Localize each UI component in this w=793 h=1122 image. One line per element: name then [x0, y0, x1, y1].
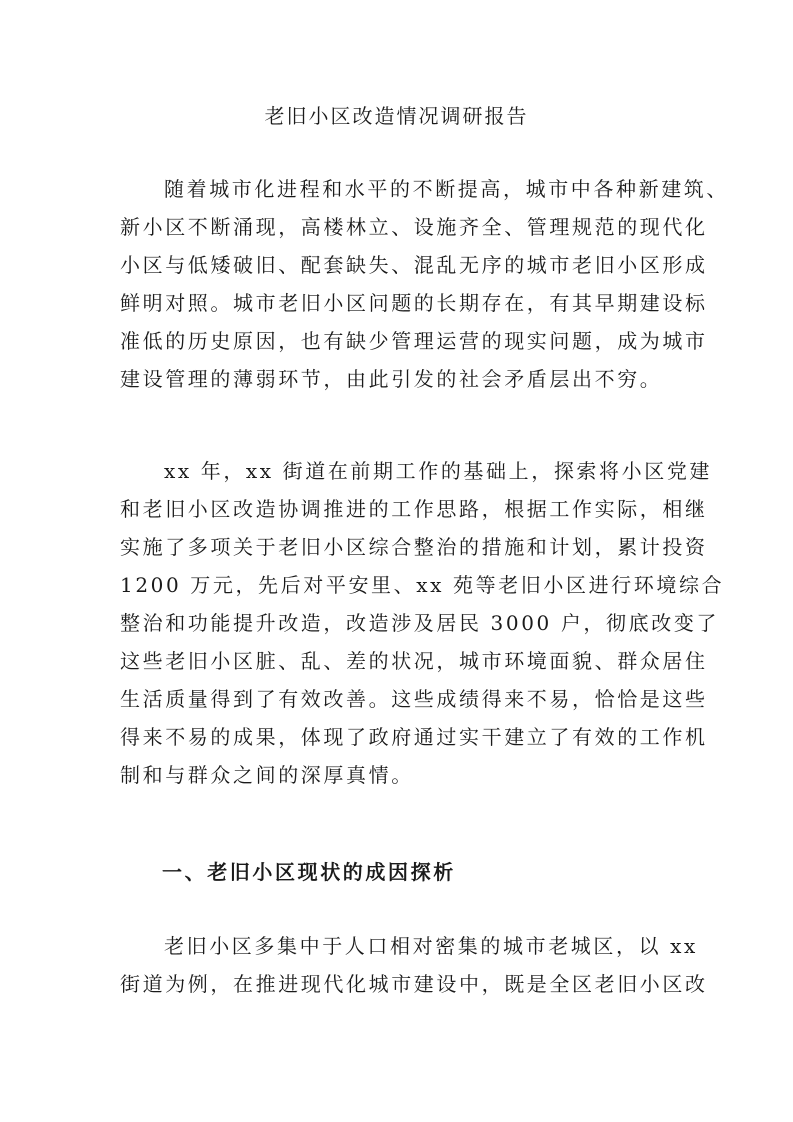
text-line: 街道为例，在推进现代化城市建设中，既是全区老旧小区改: [120, 972, 708, 996]
text-line: 小区与低矮破旧、配套缺失、混乱无序的城市老旧小区形成: [120, 253, 708, 277]
text-line: 实施了多项关于老旧小区综合整治的措施和计划，累计投资: [120, 535, 708, 559]
document-title: 老旧小区改造情况调研报告: [264, 104, 529, 128]
text-line: 生活质量得到了有效改善。这些成绩得来不易，恰恰是这些: [120, 687, 708, 711]
text-line: 建设管理的薄弱环节，由此引发的社会矛盾层出不穷。: [120, 367, 663, 391]
text-line: 整治和功能提升改造，改造涉及居民 3000 户，彻底改变了: [120, 611, 720, 635]
paragraph-causes: [120, 927, 708, 1003]
text-line: xx 年，xx 街道在前期工作的基础上，探索将小区党建: [164, 459, 713, 483]
paragraph-intro: [120, 170, 729, 398]
text-line: 得来不易的成果，体现了政府通过实干建立了有效的工作机: [120, 725, 708, 749]
text-line: 1200 万元，先后对平安里、xx 苑等老旧小区进行环境综合: [120, 573, 725, 597]
text-line: 老旧小区多集中于人口相对密集的城市老城区，以 xx: [164, 934, 698, 958]
text-line: 新小区不断涌现，高楼林立、设施齐全、管理规范的现代化: [120, 215, 708, 239]
section-heading: 一、老旧小区现状的成因探析: [162, 860, 456, 884]
text-line: 准低的历史原因，也有缺少管理运营的现实问题，成为城市: [120, 329, 708, 353]
text-line: 这些老旧小区脏、乱、差的状况，城市环境面貌、群众居住: [120, 649, 708, 673]
text-line: 鲜明对照。城市老旧小区问题的长期存在，有其早期建设标: [120, 291, 708, 315]
paragraph-progress: [120, 452, 725, 794]
text-line: 制和与群众之间的深厚真情。: [120, 763, 414, 787]
text-line: 随着城市化进程和水平的不断提高，城市中各种新建筑、: [164, 177, 729, 201]
text-line: 和老旧小区改造协调推进的工作思路，根据工作实际，相继: [120, 497, 708, 521]
